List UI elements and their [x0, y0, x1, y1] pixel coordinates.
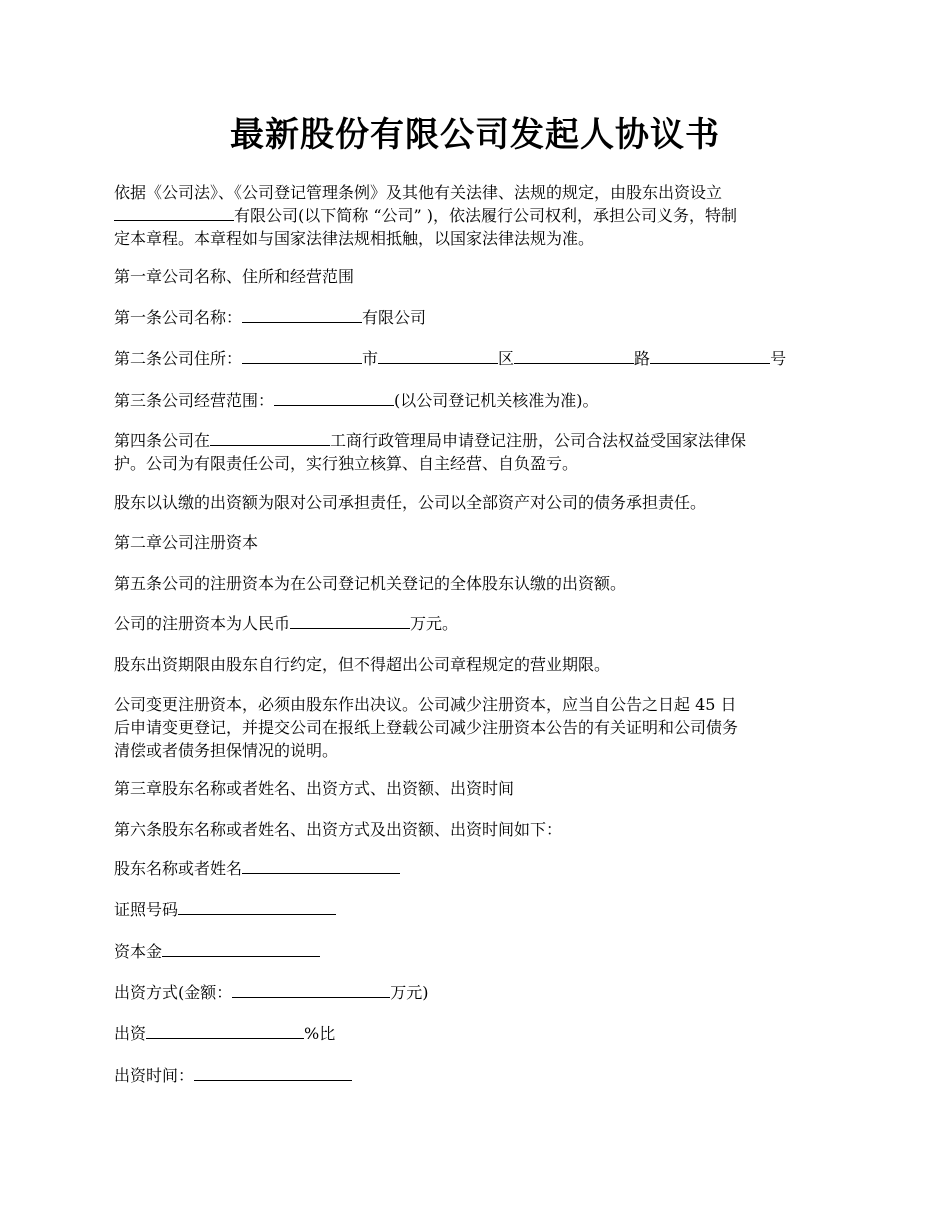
- license-number-label: 证照号码: [114, 900, 179, 919]
- change-line-2: 后申请变更登记，并提交公司在报纸上登载公司减少注册资本公告的有关证明和公司债务: [114, 718, 739, 737]
- capital-suffix: 万元。: [410, 614, 459, 633]
- district-label: 区: [498, 349, 515, 368]
- article-3-prefix: 第三条公司经营范围：: [114, 391, 275, 410]
- intro-line-2-text: 有限公司(以下简称 “公司” )，依法履行公司权利，承担公司义务，特制: [234, 206, 738, 225]
- article-3: [114, 389, 842, 413]
- article-4-line-1: [114, 429, 842, 453]
- road-label: 路: [634, 349, 651, 368]
- shareholder-name-row: [114, 857, 842, 881]
- capital-paragraph: [114, 612, 842, 636]
- city-label: 市: [362, 349, 379, 368]
- address-blank-1[interactable]: [242, 362, 362, 364]
- license-number-blank[interactable]: [178, 913, 336, 915]
- intro-line-3: 定本章程。本章程如与国家法律法规相抵触，以国家法律法规为准。: [114, 229, 595, 248]
- contribution-time-row: [114, 1064, 842, 1088]
- capital-blank[interactable]: [290, 627, 410, 629]
- article-3-blank[interactable]: [274, 404, 394, 406]
- contribution-ratio-row: [114, 1022, 842, 1046]
- article-5: 第五条公司的注册资本为在公司登记机关登记的全体股东认缴的出资额。: [114, 574, 627, 593]
- contribution-time-blank[interactable]: [194, 1079, 352, 1081]
- article-1-prefix: 第一条公司名称：: [114, 308, 243, 327]
- address-blank-4[interactable]: [650, 362, 770, 364]
- capital-prefix: 公司的注册资本为人民币: [114, 614, 291, 633]
- document-title: 最新股份有限公司发起人协议书: [230, 115, 720, 155]
- article-3-suffix: (以公司登记机关核准为准)。: [394, 391, 599, 410]
- contribution-method-suffix: 万元): [390, 983, 429, 1002]
- article-4-prefix: 第四条公司在: [114, 431, 211, 450]
- company-name-blank[interactable]: [114, 219, 234, 221]
- intro-line-2: [114, 204, 842, 228]
- contribution-ratio-suffix: %比: [304, 1024, 336, 1043]
- article-1-blank[interactable]: [242, 321, 362, 323]
- article-1-suffix: 有限公司: [362, 308, 427, 327]
- article-6: 第六条股东名称或者姓名、出资方式及出资额、出资时间如下：: [114, 820, 563, 839]
- change-line-1: 公司变更注册资本，必须由股东作出决议。公司减少注册资本，应当自公告之日起 45 日: [114, 695, 737, 714]
- change-line-3: 清偿或者债务担保情况的说明。: [114, 741, 339, 760]
- article-4-blank[interactable]: [210, 444, 330, 446]
- chapter-2-heading: 第二章公司注册资本: [114, 533, 259, 552]
- contribution-amount-blank[interactable]: [232, 996, 390, 998]
- contribution-method-row: [114, 981, 842, 1005]
- capital-amount-row: [114, 940, 842, 964]
- license-number-row: [114, 898, 842, 922]
- address-blank-3[interactable]: [514, 362, 634, 364]
- chapter-3-heading: 第三章股东名称或者姓名、出资方式、出资额、出资时间: [114, 779, 515, 798]
- article-2-prefix: 第二条公司住所：: [114, 349, 243, 368]
- capital-amount-blank[interactable]: [162, 955, 320, 957]
- chapter-1-heading: 第一章公司名称、住所和经营范围: [114, 267, 355, 286]
- contribution-method-prefix: 出资方式(金额：: [114, 983, 233, 1002]
- shareholder-name-label: 股东名称或者姓名: [114, 859, 243, 878]
- article-4-line-2: 护。公司为有限责任公司，实行独立核算、自主经营、自负盈亏。: [114, 454, 579, 473]
- contribution-time-label: 出资时间：: [114, 1066, 195, 1085]
- contribution-ratio-blank[interactable]: [146, 1037, 304, 1039]
- article-2: [114, 347, 842, 371]
- term-paragraph: 股东出资期限由股东自行约定，但不得超出公司章程规定的营业期限。: [114, 655, 611, 674]
- article-4-line-1-text: 工商行政管理局申请登记注册，公司合法权益受国家法律保: [330, 431, 747, 450]
- number-label: 号: [770, 349, 787, 368]
- capital-amount-label: 资本金: [114, 942, 163, 961]
- shareholder-name-blank[interactable]: [242, 872, 400, 874]
- liability-paragraph: 股东以认缴的出资额为限对公司承担责任，公司以全部资产对公司的债务承担责任。: [114, 493, 707, 512]
- intro-line-1: 依据《公司法》、《公司登记管理条例》及其他有关法律、法规的规定，由股东出资设立: [114, 183, 723, 202]
- contribution-ratio-prefix: 出资: [114, 1024, 147, 1043]
- article-1: [114, 306, 842, 330]
- address-blank-2[interactable]: [378, 362, 498, 364]
